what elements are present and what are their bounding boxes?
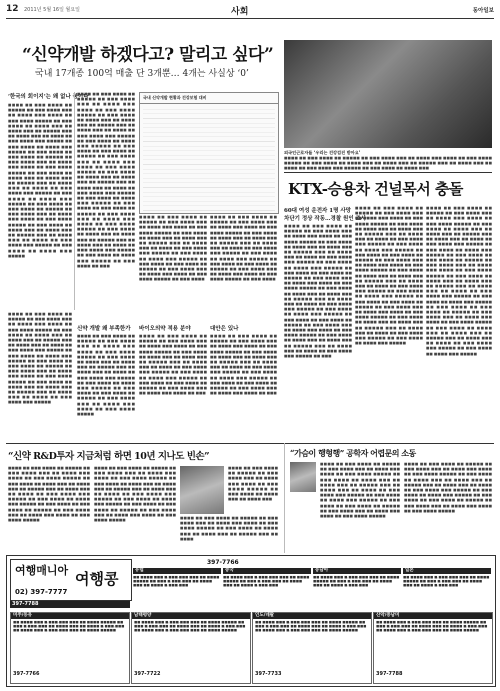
ad-list: ■■ ■■■■ ■■■ ■,■■■,■■■ ■■■ ■■ ■■■■ ■■■■■ ■■ ■■■ ■,■■■,■■■ ■■ ■■■■ ■■■ ■■ ■■■■ ■,■■■,■■■ ■■ ■■■■ ■■■ ■,■■■,■■■ ■■■ ■■ ■■■■ ■■■■■ bbox=[255, 620, 367, 633]
photo-caption-body: ■■■■ ■■ ■■■ ■■■■ ■■ ■■■■■ ■■ ■■■ ■■■■ ■■■ ■■ ■■■■ ■■■ ■■■■ ■■ ■■■ ■■■■ ■■■■■ ■■ ■■■ ■■■■ ■■ ■■■■ ■■■ ■■ ■■■■ ■■■ ■■ ■■■■■ ■■■ ■■ ■■■■ ■■■ ■■ ■■■■ ■■ ■■■ ■■■■ ■■■ ■■■■■ ■■ ■■■ ■■■■ ■■ ■■■■ ■■■ bbox=[284, 156, 492, 170]
lead-column-3: ■■■■ ■■ ■■■ ■■■■ ■■ ■■■■■ ■■ ■■■ ■■■■ ■■■ ■■ ■■■■ ■■■ ■■■■ ■■ ■■■ ■■■■ ■■■■■ ■■ ■■■ ■■■■ ■■ ■■■■ ■■■ ■■ ■■■■ ■■■ ■■ ■■■■■ ■■■ ■■ ■■■■ ■■■ ■■ ■■■■ ■■ ■■■ ■■■■ ■■■ ■■■■■ ■■ ■■■ ■■■■ ■■ ■■■■ ■■■ ■■■■■ ■■ ■■■ ■■■■ ■■ ■■■ ■■■■ ■■ ■■■■■ ■■ ■■■ ■■■■ ■■■ ■■ ■■■■ ■■■ ■■■■ ■■ ■■■ ■■■■ ■■■■■ ■■ ■■■ ■■■■ bbox=[139, 215, 207, 282]
lead-column-8: ■■■■ ■■ ■■■ ■■■■ ■■ ■■■■■ ■■ ■■■ ■■■■ ■■■ ■■ ■■■■ ■■■ ■■■■ ■■ ■■■ ■■■■ ■■■■■ ■■ ■■■ ■■■■ ■■ ■■■■ ■■■ ■■ ■■■■ ■■■ ■■ ■■■■■ ■■■ ■■ ■■■■ ■■■ ■■ ■■■■ ■■ ■■■ ■■■■ ■■■ ■■■■■ ■■ ■■■ ■■■■ ■■ ■■■■ ■■■ ■■■■■ ■■ ■■■ ■■■■ ■■ ■■■ ■■■■ ■■ ■■■■■ ■■ ■■■ ■■■■ ■■■ ■■ ■■■■ ■■■ ■■■■ ■■ ■■■ bbox=[210, 334, 277, 396]
lead-column-4: ■■■■ ■■ ■■■ ■■■■ ■■ ■■■■■ ■■ ■■■ ■■■■ ■■■ ■■ ■■■■ ■■■ ■■■■ ■■ ■■■ ■■■■ ■■■■■ ■■ ■■■ ■■■■ ■■ ■■■■ ■■■ ■■ ■■■■ ■■■ ■■ ■■■■■ ■■■ ■■ ■■■■ ■■■ ■■ ■■■■ ■■ ■■■ ■■■■ ■■■ ■■■■■ ■■ ■■■ ■■■■ ■■ ■■■■ ■■■ ■■■■■ ■■ ■■■ ■■■■ ■■ ■■■ ■■■■ ■■ ■■■■■ ■■ ■■■ ■■■■ ■■■ ■■ ■■■■ ■■■ ■■■■ ■■ ■■■ ■■■■ ■■■■■ ■■ ■■■ ■■■■ bbox=[210, 215, 277, 282]
lower-column-5: ■■■■ ■■ ■■■ ■■■■ ■■ ■■■■■ ■■ ■■■ ■■■■ ■■■ ■■ ■■■■ ■■■ ■■■■ ■■ ■■■ ■■■■ ■■■■■ ■■ ■■■ ■■■■ ■■ ■■■■ ■■■ ■■ ■■■■ ■■■ ■■ ■■■■■ ■■■ ■■ ■■■■ ■■■ ■■ ■■■■ ■■ ■■■ ■■■■ ■■■ ■■■■■ ■■ ■■■ ■■■■ ■■ ■■■■ ■■■ ■■■■■ ■■ ■■■ ■■■■ ■■ ■■■ ■■■■ ■■ ■■■■■ ■■ ■■■ ■■■■ ■■■ ■■ ■■■■ ■■■ ■■■■ ■■ ■■■ ■■■■ ■■■■■ bbox=[320, 462, 400, 519]
ad-list: ■■ ■■■■ ■■■ ■,■■■,■■■ ■■■ ■■ ■■■■ ■■■■■ ■■ ■■■ ■,■■■,■■■ ■■ ■■■■ ■■■ ■■ ■■■■ ■,■■■,■■■ ■■ ■■■■ ■■■ ■,■■■,■■■ ■■■ ■■ ■■■■ ■■■■■ bbox=[134, 620, 246, 633]
ktx-column-2: ■■■■ ■■ ■■■ ■■■■ ■■ ■■■■■ ■■ ■■■ ■■■■ ■■■ ■■ ■■■■ ■■■ ■■■■ ■■ ■■■ ■■■■ ■■■■■ ■■ ■■■ ■■■■ ■■ ■■■■ ■■■ ■■ ■■■■ ■■■ ■■ ■■■■■ ■■■ ■■ ■■■■ ■■■ ■■ ■■■■ ■■ ■■■ ■■■■ ■■■ ■■■■■ ■■ ■■■ ■■■■ ■■ ■■■■ ■■■ ■■■■■ ■■ ■■■ ■■■■ ■■ ■■■ ■■■■ ■■ ■■■■■ ■■ ■■■ ■■■■ ■■■ ■■ ■■■■ ■■■ ■■■■ ■■ ■■■ ■■■■ ■■■■■ ■■ ■■■ ■■■■ ■■ ■■■■ ■■■ ■■ ■■■■ ■■■ ■■ ■■■■■ ■■■ ■■ ■■■■ ■■■ ■■ ■■■■ ■■ ■■■ ■■■■ ■■■ ■■■■■ ■■ ■■■ ■■■■ ■■ ■■■■ ■■■ ■■■■■ ■■ ■■■ ■■■■ ■■ ■■■ ■■■■ ■■ ■■■■■ ■■ ■■■ ■■■■ ■■■ ■■ ■■■■ ■■■ ■■■■ ■■ ■■■ ■■■■ ■■■■■ ■■ ■■■ ■■■■ ■■ ■■■■ ■■■ ■■ ■■■■ ■■■ ■■ ■■■■■ ■■■ ■■ ■■■■ ■■■ ■■ ■■■■ ■■ ■■■ ■■■■ ■■■ ■■■■■ ■■ ■■■ ■■■■ ■■ ■■■■ ■■■ ■■■■■ bbox=[355, 206, 423, 346]
ad-list: ■■ ■■■■ ■■■ ■,■■■,■■■ ■■■ ■■ ■■■■ ■■■■■ ■■ ■■■ ■,■■■,■■■ ■■ ■■■■ ■■■ ■■ ■■■■ ■,■■■,■■■ bbox=[133, 575, 220, 588]
lower-column-4: ■■■■ ■■ ■■■ ■■■■ ■■ ■■■■■ ■■ ■■■ ■■■■ ■■■ ■■ ■■■■ ■■■ ■■■■ ■■ ■■■ ■■■■ ■■■■■ ■■ ■■■ ■■■■ ■■ ■■■■ ■■■ ■■ ■■■■ ■■■ bbox=[228, 466, 278, 502]
ad-cell[interactable] bbox=[131, 612, 251, 684]
column-rule bbox=[284, 443, 285, 553]
ktx-column-1: ■■■■ ■■ ■■■ ■■■■ ■■ ■■■■■ ■■ ■■■ ■■■■ ■■■ ■■ ■■■■ ■■■ ■■■■ ■■ ■■■ ■■■■ ■■■■■ ■■ ■■■ ■■■■ ■■ ■■■■ ■■■ ■■ ■■■■ ■■■ ■■ ■■■■■ ■■■ ■■ ■■■■ ■■■ ■■ ■■■■ ■■ ■■■ ■■■■ ■■■ ■■■■■ ■■ ■■■ ■■■■ ■■ ■■■■ ■■■ ■■■■■ ■■ ■■■ ■■■■ ■■ ■■■ ■■■■ ■■ ■■■■■ ■■ ■■■ ■■■■ ■■■ ■■ ■■■■ ■■■ ■■■■ ■■ ■■■ ■■■■ ■■■■■ ■■ ■■■ ■■■■ ■■ ■■■■ ■■■ ■■ ■■■■ ■■■ ■■ ■■■■■ ■■■ ■■ ■■■■ ■■■ ■■ ■■■■ ■■ ■■■ ■■■■ ■■■ ■■■■■ ■■ ■■■ ■■■■ ■■ ■■■■ ■■■ ■■■■■ ■■ ■■■ ■■■■ ■■ ■■■ ■■■■ ■■ ■■■■■ ■■ ■■■ ■■■■ ■■■ ■■ ■■■■ ■■■ ■■■■ ■■ ■■■ ■■■■ ■■■■■ ■■ ■■■ ■■■■ ■■ ■■■■ ■■■ ■■ ■■■■ ■■■ ■■ ■■■■■ ■■■ ■■ ■■■■ ■■■ ■■ ■■■■ ■■ ■■■ ■■■■ ■■■ ■■■■■ ■■ ■■■ bbox=[284, 224, 352, 359]
section-divider bbox=[284, 172, 492, 173]
ad-cell[interactable] bbox=[373, 612, 493, 684]
ad-tab-india: 인도/네팔 bbox=[253, 613, 371, 619]
ad-sub-phone[interactable]: 397-7766 bbox=[207, 559, 239, 566]
ad-cell[interactable] bbox=[252, 612, 372, 684]
page-number: 12 bbox=[6, 4, 19, 14]
lead-column-6: ■■■■ ■■ ■■■ ■■■■ ■■ ■■■■■ ■■ ■■■ ■■■■ ■■■ ■■ ■■■■ ■■■ ■■■■ ■■ ■■■ ■■■■ ■■■■■ ■■ ■■■ ■■■■ ■■ ■■■■ ■■■ ■■ ■■■■ ■■■ ■■ ■■■■■ ■■■ ■■ ■■■■ ■■■ ■■ ■■■■ ■■ ■■■ ■■■■ ■■■ ■■■■■ ■■ ■■■ ■■■■ ■■ ■■■■ ■■■ ■■■■■ ■■ ■■■ ■■■■ ■■ ■■■ ■■■■ ■■ ■■■■■ ■■ ■■■ ■■■■ ■■■ ■■ ■■■■ ■■■ ■■■■ ■■ ■■■ ■■■■ ■■■■■ bbox=[77, 334, 135, 417]
ad-cell-phone: 397-7722 bbox=[134, 671, 161, 677]
table-rows bbox=[140, 104, 278, 214]
lower-column-1: ■■■■ ■■ ■■■ ■■■■ ■■ ■■■■■ ■■ ■■■ ■■■■ ■■■ ■■ ■■■■ ■■■ ■■■■ ■■ ■■■ ■■■■ ■■■■■ ■■ ■■■ ■■■■ ■■ ■■■■ ■■■ ■■ ■■■■ ■■■ ■■ ■■■■■ ■■■ ■■ ■■■■ ■■■ ■■ ■■■■ ■■ ■■■ ■■■■ ■■■ ■■■■■ ■■ ■■■ ■■■■ ■■ ■■■■ ■■■ ■■■■■ ■■ ■■■ ■■■■ ■■ ■■■ ■■■■ ■■ ■■■■■ ■■ ■■■ ■■■■ ■■■ ■■ ■■■■ ■■■ ■■■■ ■■ ■■■ ■■■■ ■■■■■ bbox=[8, 466, 90, 523]
travel-ad bbox=[6, 555, 496, 687]
ad-tab-mountain: 산악/중남미 bbox=[374, 613, 492, 619]
news-photo bbox=[284, 40, 492, 148]
section-title: 사회 bbox=[231, 7, 249, 17]
ad-tab-europe[interactable]: 유럽 bbox=[133, 568, 221, 574]
drug-table bbox=[139, 92, 279, 214]
ad-list: ■■ ■■■■ ■■■ ■,■■■,■■■ ■■■ ■■ ■■■■ ■■■■■ ■■ ■■■ ■,■■■,■■■ ■■ ■■■■ ■■■ ■■ ■■■■ ■,■■■,■■■ ■■ ■■■■ ■■■ ■,■■■,■■■ ■■■ ■■ ■■■■ ■■■■■ bbox=[13, 620, 125, 633]
newspaper-name: 동아일보 bbox=[472, 8, 494, 14]
table-body bbox=[143, 105, 275, 213]
sub-heading-2: 바이오의약 적용 분야 bbox=[139, 326, 191, 332]
illustration bbox=[290, 462, 316, 492]
ad-cell[interactable] bbox=[10, 612, 130, 684]
lower-headline-1: “신약 R&D투자 지금처럼 하면 10년 지나도 빈손” bbox=[8, 451, 210, 462]
table-title: 국내 신약개발 현황과 건강보험 대비 bbox=[140, 93, 278, 104]
ad-brand: 여행매니아 bbox=[15, 564, 69, 577]
column-rule bbox=[74, 92, 75, 310]
lower-headline-2: “가슴이 행형행” 공학자 어렵문의 소동 bbox=[290, 448, 416, 458]
ad-tab-pacific: 남태평양 bbox=[132, 613, 250, 619]
sub-heading-1: 신약 개발 왜 부족한가 bbox=[77, 326, 131, 332]
ad-tab-america: 미주/동유 bbox=[11, 613, 129, 619]
lower-column-2: ■■■■ ■■ ■■■ ■■■■ ■■ ■■■■■ ■■ ■■■ ■■■■ ■■■ ■■ ■■■■ ■■■ ■■■■ ■■ ■■■ ■■■■ ■■■■■ ■■ ■■■ ■■■■ ■■ ■■■■ ■■■ ■■ ■■■■ ■■■ ■■ ■■■■■ ■■■ ■■ ■■■■ ■■■ ■■ ■■■■ ■■ ■■■ ■■■■ ■■■ ■■■■■ ■■ ■■■ ■■■■ ■■ ■■■■ ■■■ ■■■■■ ■■ ■■■ ■■■■ ■■ ■■■ ■■■■ ■■ ■■■■■ ■■ ■■■ ■■■■ ■■■ ■■ ■■■■ ■■■ ■■■■ ■■ ■■■ ■■■■ ■■■■■ bbox=[94, 466, 176, 523]
ktx-column-3: ■■■■ ■■ ■■■ ■■■■ ■■ ■■■■■ ■■ ■■■ ■■■■ ■■■ ■■ ■■■■ ■■■ ■■■■ ■■ ■■■ ■■■■ ■■■■■ ■■ ■■■ ■■■■ ■■ ■■■■ ■■■ ■■ ■■■■ ■■■ ■■ ■■■■■ ■■■ ■■ ■■■■ ■■■ ■■ ■■■■ ■■ ■■■ ■■■■ ■■■ ■■■■■ ■■ ■■■ ■■■■ ■■ ■■■■ ■■■ ■■■■■ ■■ ■■■ ■■■■ ■■ ■■■ ■■■■ ■■ ■■■■■ ■■ ■■■ ■■■■ ■■■ ■■ ■■■■ ■■■ ■■■■ ■■ ■■■ ■■■■ ■■■■■ ■■ ■■■ ■■■■ ■■ ■■■■ ■■■ ■■ ■■■■ ■■■ ■■ ■■■■■ ■■■ ■■ ■■■■ ■■■ ■■ ■■■■ ■■ ■■■ ■■■■ ■■■ ■■■■■ ■■ ■■■ ■■■■ ■■ ■■■■ ■■■ ■■■■■ ■■ ■■■ ■■■■ ■■ ■■■ ■■■■ ■■ ■■■■■ ■■ ■■■ ■■■■ ■■■ ■■ ■■■■ ■■■ ■■■■ ■■ ■■■ ■■■■ ■■■■■ ■■ ■■■ ■■■■ ■■ ■■■■ ■■■ ■■ ■■■■ ■■■ ■■ ■■■■■ ■■■ ■■ ■■■■ ■■■ ■■ ■■■■ ■■ ■■■ ■■■■ ■■■ ■■■■■ ■■ ■■■ ■■■■ ■■ ■■■■ ■■■ ■■■■■ bbox=[426, 206, 492, 356]
photo-caption: 외국인근로자들 ‘우리는 건강검진 받아요’ bbox=[284, 150, 361, 155]
sub-heading-3: 대안은 있나 bbox=[210, 326, 239, 332]
ad-phone-2[interactable]: 397-7788 bbox=[10, 601, 130, 608]
lead-column-2: ■■■■ ■■ ■■■ ■■■■ ■■ ■■■■■ ■■ ■■■ ■■■■ ■■■ ■■ ■■■■ ■■■ ■■■■ ■■ ■■■ ■■■■ ■■■■■ ■■ ■■■ ■■■■ ■■ ■■■■ ■■■ ■■ ■■■■ ■■■ ■■ ■■■■■ ■■■ ■■ ■■■■ ■■■ ■■ ■■■■ ■■ ■■■ ■■■■ ■■■ ■■■■■ ■■ ■■■ ■■■■ ■■ ■■■■ ■■■ ■■■■■ ■■ ■■■ ■■■■ ■■ ■■■ ■■■■ ■■ ■■■■■ ■■ ■■■ ■■■■ ■■■ ■■ ■■■■ ■■■ ■■■■ ■■ ■■■ ■■■■ ■■■■■ ■■ ■■■ ■■■■ ■■ ■■■■ ■■■ ■■ ■■■■ ■■■ ■■ ■■■■■ ■■■ ■■ ■■■■ ■■■ ■■ ■■■■ ■■ ■■■ ■■■■ ■■■ ■■■■■ ■■ ■■■ ■■■■ ■■ ■■■■ ■■■ ■■■■■ ■■ ■■■ ■■■■ ■■ ■■■ ■■■■ ■■ ■■■■■ ■■ ■■■ ■■■■ ■■■ ■■ ■■■■ ■■■ ■■■■ ■■ ■■■ ■■■■ ■■■■■ ■■ ■■■ ■■■■ ■■ ■■■■ ■■■ ■■ ■■■■ ■■■ ■■ ■■■■■ ■■■ ■■ ■■■■ ■■■ ■■ ■■■■ ■■ ■■■ ■■■■ ■■■ ■■■■■ ■■ ■■■ ■■■■ ■■ ■■■■ ■■■ ■■■■■ ■■ ■■■ ■■■■ ■■ ■■■ bbox=[77, 92, 135, 268]
ad-list: ■■ ■■■■ ■■■ ■,■■■,■■■ ■■■ ■■ ■■■■ ■■■■■ ■■ ■■■ ■,■■■,■■■ ■■ ■■■■ ■■■ ■■ ■■■■ ■,■■■,■■■ bbox=[403, 575, 490, 588]
lead-column-1: ■■■■ ■■ ■■■ ■■■■ ■■ ■■■■■ ■■ ■■■ ■■■■ ■■■ ■■ ■■■■ ■■■ ■■■■ ■■ ■■■ ■■■■ ■■■■■ ■■ ■■■ ■■■■ ■■ ■■■■ ■■■ ■■ ■■■■ ■■■ ■■ ■■■■■ ■■■ ■■ ■■■■ ■■■ ■■ ■■■■ ■■ ■■■ ■■■■ ■■■ ■■■■■ ■■ ■■■ ■■■■ ■■ ■■■■ ■■■ ■■■■■ ■■ ■■■ ■■■■ ■■ ■■■ ■■■■ ■■ ■■■■■ ■■ ■■■ ■■■■ ■■■ ■■ ■■■■ ■■■ ■■■■ ■■ ■■■ ■■■■ ■■■■■ ■■ ■■■ ■■■■ ■■ ■■■■ ■■■ ■■ ■■■■ ■■■ ■■ ■■■■■ ■■■ ■■ ■■■■ ■■■ ■■ ■■■■ ■■ ■■■ ■■■■ ■■■ ■■■■■ ■■ ■■■ ■■■■ ■■ ■■■■ ■■■ ■■■■■ ■■ ■■■ ■■■■ ■■ ■■■ ■■■■ ■■ ■■■■■ ■■ ■■■ ■■■■ ■■■ ■■ ■■■■ ■■■ ■■■■ ■■ ■■■ ■■■■ ■■■■■ ■■ ■■■ ■■■■ ■■ ■■■■ ■■■ ■■ ■■■■ ■■■ ■■ ■■■■■ ■■■ ■■ ■■■■ ■■■ ■■ ■■■■ ■■ ■■■ ■■■■ ■■■ ■■■■■ ■■ ■■■ ■■■■ ■■ ■■■■ ■■■ ■■■■■ bbox=[8, 103, 72, 258]
lower-column-3: ■■■■ ■■ ■■■ ■■■■ ■■ ■■■■■ ■■ ■■■ ■■■■ ■■■ ■■ ■■■■ ■■■ ■■■■ ■■ ■■■ ■■■■ ■■■■■ ■■ ■■■ ■■■■ ■■ ■■■■ ■■■ ■■ ■■■■ ■■■ ■■ ■■■■■ ■■■ ■■ ■■■■ bbox=[180, 516, 278, 541]
ad-list: ■■ ■■■■ ■■■ ■,■■■,■■■ ■■■ ■■ ■■■■ ■■■■■ ■■ ■■■ ■,■■■,■■■ ■■ ■■■■ ■■■ ■■ ■■■■ ■,■■■,■■■ bbox=[313, 575, 400, 588]
ad-tab-sea[interactable]: 동남아 bbox=[313, 568, 401, 574]
ad-brand-2: 여행콩 bbox=[75, 570, 119, 588]
ad-tab-japan[interactable]: 일본 bbox=[403, 568, 491, 574]
portrait-photo bbox=[180, 466, 224, 514]
lower-column-6: ■■■■ ■■ ■■■ ■■■■ ■■ ■■■■■ ■■ ■■■ ■■■■ ■■■ ■■ ■■■■ ■■■ ■■■■ ■■ ■■■ ■■■■ ■■■■■ ■■ ■■■ ■■■■ ■■ ■■■■ ■■■ ■■ ■■■■ ■■■ ■■ ■■■■■ ■■■ ■■ ■■■■ ■■■ ■■ ■■■■ ■■ ■■■ ■■■■ ■■■ ■■■■■ ■■ ■■■ ■■■■ ■■ ■■■■ ■■■ ■■■■■ ■■ ■■■ ■■■■ ■■ ■■■ ■■■■ ■■ ■■■■■ ■■ ■■■ ■■■■ ■■■ ■■ ■■■■ ■■■ ■■■■ ■■ ■■■ ■■■■ ■■■■■ bbox=[404, 462, 492, 513]
ad-list: ■■ ■■■■ ■■■ ■,■■■,■■■ ■■■ ■■ ■■■■ ■■■■■ ■■ ■■■ ■,■■■,■■■ ■■ ■■■■ ■■■ ■■ ■■■■ ■,■■■,■■■ bbox=[223, 575, 310, 588]
ad-cell-phone: 397-7788 bbox=[376, 671, 403, 677]
lead-headline: “신약개발 하겠다고? 말리고 싶다” bbox=[22, 45, 274, 65]
ktx-headline: KTX-승용차 건널목서 충돌 bbox=[288, 180, 463, 198]
ad-cell-phone: 397-7733 bbox=[255, 671, 282, 677]
page-header bbox=[6, 4, 494, 19]
issue-date: 2011년 5월 16일 월요일 bbox=[24, 7, 81, 13]
ad-phone[interactable]: 02) 397-7777 bbox=[15, 588, 68, 596]
ad-cell-phone: 397-7766 bbox=[13, 671, 40, 677]
ad-grid-bottom bbox=[10, 612, 492, 684]
ad-banner[interactable] bbox=[10, 559, 132, 601]
lead-column-5: ■■■■ ■■ ■■■ ■■■■ ■■ ■■■■■ ■■ ■■■ ■■■■ ■■■ ■■ ■■■■ ■■■ ■■■■ ■■ ■■■ ■■■■ ■■■■■ ■■ ■■■ ■■■■ ■■ ■■■■ ■■■ ■■ ■■■■ ■■■ ■■ ■■■■■ ■■■ ■■ ■■■■ ■■■ ■■ ■■■■ ■■ ■■■ ■■■■ ■■■ ■■■■■ ■■ ■■■ ■■■■ ■■ ■■■■ ■■■ ■■■■■ ■■ ■■■ ■■■■ ■■ ■■■ ■■■■ ■■ ■■■■■ ■■ ■■■ ■■■■ ■■■ ■■ ■■■■ ■■■ ■■■■ ■■ ■■■ ■■■■ ■■■■■ ■■ ■■■ ■■■■ ■■ ■■■■ ■■■ ■■ ■■■■ ■■■ ■■ ■■■■■ ■■■ ■■ ■■■■ ■■■ ■■ ■■■■ ■■ ■■■ ■■■■ ■■■ ■■■■■ bbox=[8, 312, 72, 405]
lead-column-7: ■■■■ ■■ ■■■ ■■■■ ■■ ■■■■■ ■■ ■■■ ■■■■ ■■■ ■■ ■■■■ ■■■ ■■■■ ■■ ■■■ ■■■■ ■■■■■ ■■ ■■■ ■■■■ ■■ ■■■■ ■■■ ■■ ■■■■ ■■■ ■■ ■■■■■ ■■■ ■■ ■■■■ ■■■ ■■ ■■■■ ■■ ■■■ ■■■■ ■■■ ■■■■■ ■■ ■■■ ■■■■ ■■ ■■■■ ■■■ ■■■■■ ■■ ■■■ ■■■■ ■■ ■■■ ■■■■ ■■ ■■■■■ ■■ ■■■ ■■■■ ■■■ ■■ ■■■■ ■■■ ■■■■ ■■ ■■■ bbox=[139, 334, 207, 396]
ad-grid-top bbox=[133, 568, 491, 608]
ad-tab-china[interactable]: 중국 bbox=[223, 568, 311, 574]
ktx-sub-2: 차단기 정상 작동…경찰 원인 조사 bbox=[284, 216, 367, 222]
series-label: ‘한국의 회이지’는 왜 없나 붐이나 bbox=[8, 94, 89, 100]
lead-subheadline: 국내 17개종 100억 매출 단 3개뿐… 4개는 사실상 ‘0’ bbox=[35, 69, 249, 79]
ktx-sub-1: 60대 여성 운전자 1명 사망 bbox=[284, 208, 351, 214]
lower-divider bbox=[6, 443, 494, 444]
ad-list: ■■ ■■■■ ■■■ ■,■■■,■■■ ■■■ ■■ ■■■■ ■■■■■ ■■ ■■■ ■,■■■,■■■ ■■ ■■■■ ■■■ ■■ ■■■■ ■,■■■,■■■ ■■ ■■■■ ■■■ ■,■■■,■■■ ■■■ ■■ ■■■■ ■■■■■ bbox=[376, 620, 488, 633]
